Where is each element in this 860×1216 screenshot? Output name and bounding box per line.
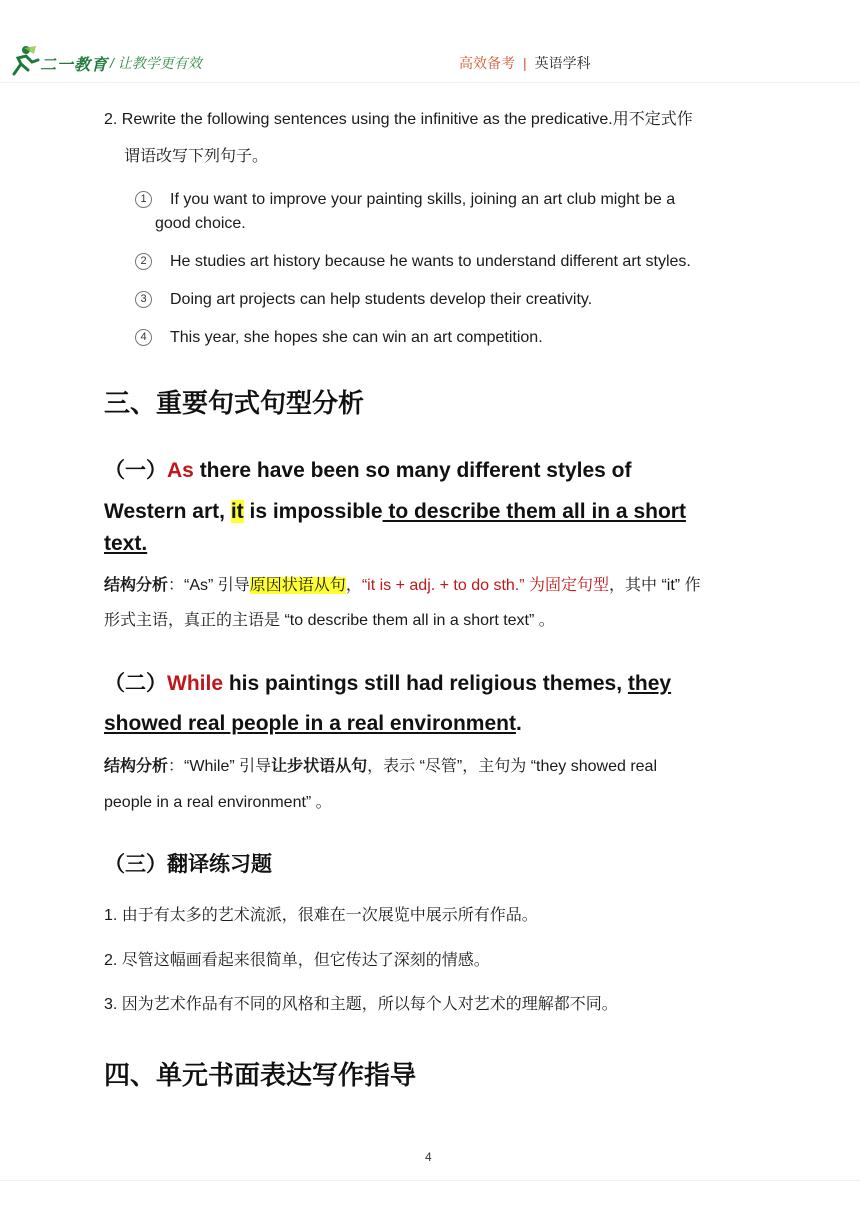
sentence1-note-line1	[104, 574, 701, 598]
note-label: 结构分析	[104, 577, 169, 594]
translation-item-2: 2. 尽管这幅画看起来很简单，但它传达了深刻的情感。	[104, 952, 490, 969]
task2-instruction-line2: 谓语改写下列句子。	[124, 148, 269, 165]
sentence2-note-line2: people in a real environment” 。	[104, 794, 332, 811]
task2-instruction-line1: 2. Rewrite the following sentences using the infinitive as the predicative.用不定式作	[104, 111, 693, 128]
sentence1-rest1: there have been so many different styles of	[193, 459, 632, 482]
section4-title: 四、单元书面表达写作指导	[104, 1060, 417, 1090]
runner-logo-icon	[6, 44, 40, 78]
sentence2-line2	[104, 706, 522, 742]
sentence2-prefix: （二）	[104, 672, 167, 695]
header-subject: 英语学科	[534, 55, 591, 71]
sentence1-line3: text.	[104, 532, 148, 555]
task2-item-3: Doing art projects can help students develop their creativity.	[170, 291, 593, 308]
sentence1-infinitive: to describe them all in a short	[382, 500, 686, 523]
task2-item-4: This year, she hopes she can win an art competition.	[170, 329, 543, 346]
item-number-badge: 4	[135, 329, 152, 346]
translation-item-1: 1. 由于有太多的艺术流派，很难在一次展览中展示所有作品。	[104, 907, 538, 924]
sentence2-main-clause: showed real people in a real environment	[104, 712, 516, 735]
sentence2-they: they	[627, 672, 672, 695]
note-text: ：“As” 引导	[168, 577, 250, 594]
sentence2-while: While	[167, 672, 223, 695]
sentence1-it: it	[230, 500, 244, 523]
note-text: ：“While” 引导	[168, 758, 272, 775]
sentence1-impossible: is impossible	[243, 500, 383, 523]
translation-item-3: 3. 因为艺术作品有不同的风格和主题，所以每个人对艺术的理解都不同。	[104, 996, 618, 1013]
note-text: ，其中 “it” 作	[609, 577, 701, 594]
header-divider	[0, 82, 860, 83]
sentence1-note-line2: 形式主语，真正的主语是 “to describe them all in a short text” 。	[104, 612, 555, 629]
item-number-badge: 2	[135, 253, 152, 270]
page-number: 4	[425, 1150, 432, 1164]
note-text: ，	[345, 577, 362, 594]
sentence2-period: .	[515, 712, 522, 735]
sentence1-line1	[104, 453, 632, 489]
note-label: 结构分析	[104, 758, 169, 775]
task2-item-1-line2: good choice.	[155, 215, 246, 232]
note-highlight: 原因状语从句	[249, 577, 346, 594]
footer-divider	[0, 1180, 860, 1181]
note-bold: 让步状语从句	[271, 758, 368, 775]
note-text: ，表示 “尽管”，主句为 “they showed real	[367, 758, 657, 775]
note-fixed-pattern: “it is + adj. + to do sth.” 为固定句型	[361, 577, 610, 594]
task2-item-1-line1: If you want to improve your painting skills, joining an art club might be a	[170, 191, 676, 208]
section3-title: 三、重要句式句型分析	[104, 388, 365, 418]
sentence1-western: Western art,	[104, 500, 231, 523]
sentence2-note-line1	[104, 755, 657, 779]
item-number-badge: 1	[135, 191, 152, 208]
sentence2-line1	[104, 666, 671, 702]
header-right	[459, 53, 591, 73]
page-header	[0, 40, 860, 84]
header-separator: |	[523, 55, 527, 71]
brand-slogan: / 让教学更有效	[110, 55, 202, 71]
header-exam: 高效备考	[459, 55, 515, 71]
task2-item-2: He studies art history because he wants to understand different art styles.	[170, 253, 691, 270]
sentence1-as: As	[167, 459, 194, 482]
item-number-badge: 3	[135, 291, 152, 308]
sentence1-prefix: （一）	[104, 459, 167, 482]
sentence2-rest1: his paintings still had religious themes,	[223, 672, 628, 695]
sentence1-line2	[104, 494, 686, 530]
translation-title: （三）翻译练习题	[104, 853, 272, 876]
brand-name: 二一教育	[40, 57, 109, 74]
